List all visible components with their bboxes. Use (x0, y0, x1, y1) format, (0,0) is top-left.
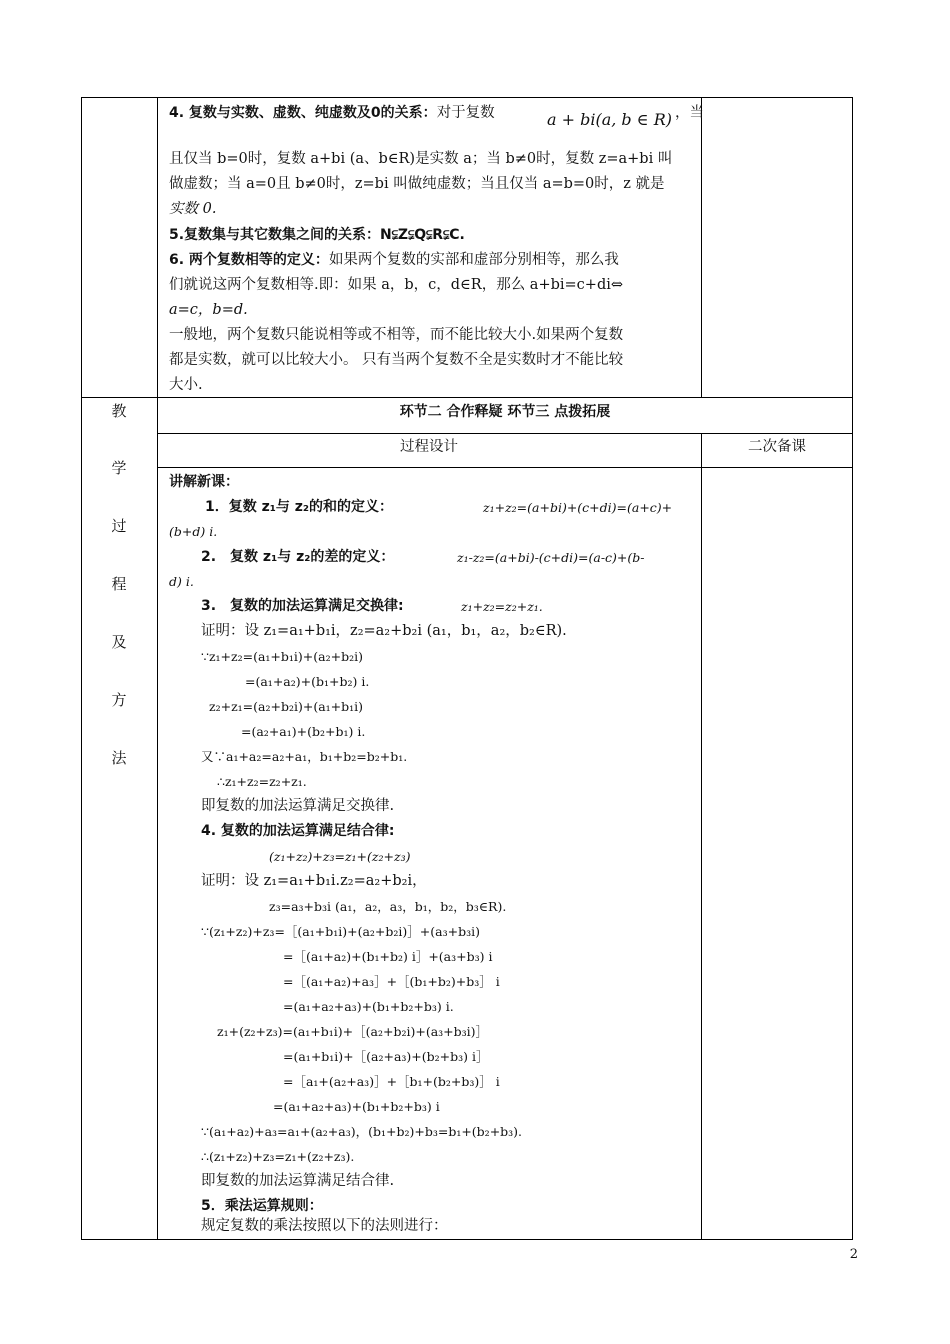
compare-para3: 大小. (169, 377, 203, 393)
side-label-char: 过 (111, 517, 127, 535)
commutative-proof: 证明：设 z₁=a₁+b₁i，z₂=a₂+b₂i (a₁，b₁，a₂，b₂∈R). (201, 623, 567, 639)
associative-head: 4. 复数的加法运算满足结合律: (201, 823, 395, 839)
item4-formula: a + bi(a, b ∈ R) (547, 110, 672, 129)
sum-def-head: 1．复数 z₁与 z₂的和的定义： (205, 499, 394, 515)
table-border-bottom (81, 1239, 853, 1240)
table-divider-side (157, 97, 158, 1240)
associative-proof1: 证明：设 z₁=a₁+b₁i.z₂=a₂+b₂i， (201, 873, 427, 889)
proof-step: ∵(z₁+z₂)+z₃=［(a₁+b₁i)+(a₂+b₂i)］+(a₃+b₃i) (201, 924, 480, 939)
proof-step: 又∵a₁+a₂=a₂+a₁，b₁+b₂=b₂+b₁. (201, 749, 408, 764)
item4-body1: 且仅当 b=0时，复数 a+bi (a、b∈R)是实数 a；当 b≠0时，复数 z=a+bi 叫 (169, 151, 673, 167)
sum-def-cont: (b+d) i. (169, 524, 218, 539)
proof-step: ∵(a₁+a₂)+a₃=a₁+(a₂+a₃)，(b₁+b₂)+b₃=b₁+(b₂+b₃). (201, 1124, 523, 1139)
proof-step: =(a₁+a₂)+(b₁+b₂) i. (245, 674, 370, 689)
proof-step: =［a₁+(a₂+a₃)］+［b₁+(b₂+b₃)］ i (283, 1074, 500, 1089)
side-label-char: 学 (111, 459, 127, 477)
proof-step: =(a₁+a₂+a₃)+(b₁+b₂+b₃) i (273, 1099, 440, 1114)
item4-body3: 实数 0. (169, 201, 217, 217)
associative-formula: (z₁+z₂)+z₃=z₁+(z₂+z₃) (269, 849, 411, 864)
process-design-header: 过程设计 (400, 439, 458, 455)
proof-conclusion: 即复数的加法运算满足交换律. (201, 798, 395, 814)
side-label-char: 方 (111, 691, 127, 709)
item6-line1: 6. 两个复数相等的定义：如果两个复数的实部和虚部分别相等，那么我 (169, 252, 619, 268)
proof-step: z₂+z₁=(a₂+b₂i)+(a₁+b₁i) (209, 699, 364, 714)
lesson-title: 讲解新课： (169, 474, 239, 490)
lesson-plan-table (81, 97, 853, 1240)
table-border-left (81, 97, 82, 1240)
proof-step: =(a₁+a₂+a₃)+(b₁+b₂+b₃) i. (283, 999, 454, 1014)
sum-def-formula: z₁+z₂=(a+bi)+(c+di)=(a+c)+ (483, 500, 673, 515)
proof-step: =［(a₁+a₂)+a₃］+［(b₁+b₂)+b₃］ i (283, 974, 500, 989)
side-label-char: 及 (111, 633, 127, 651)
row-divider-3 (157, 467, 853, 468)
multiplication-head: 5．乘法运算规则： (201, 1198, 323, 1214)
associative-proof2: z₃=a₃+b₃i (a₁，a₂，a₃，b₁，b₂，b₃∈R). (269, 899, 507, 914)
table-divider-notes-top (701, 97, 702, 397)
item4-line: 4. 复数与实数、虚数、纯虚数及0的关系：对于复数 (169, 105, 495, 121)
proof-step: ∵z₁+z₂=(a₁+b₁i)+(a₂+b₂i) (201, 649, 363, 664)
section-header: 环节二 合作释疑 环节三 点拨拓展 (399, 404, 611, 420)
row-divider-2 (157, 433, 853, 434)
table-border-top (81, 97, 853, 98)
compare-para2: 都是实数，就可以比较大小。 只有当两个复数不全是实数时才不能比较 (169, 352, 624, 368)
item5: 5.复数集与其它数集之间的关系：N⫋Z⫋Q⫋R⫋C. (169, 227, 465, 243)
commutative-head: 3. 复数的加法运算满足交换律: (201, 598, 404, 614)
proof-conclusion: 即复数的加法运算满足结合律. (201, 1173, 395, 1189)
compare-para1: 一般地，两个复数只能说相等或不相等，而不能比较大小.如果两个复数 (169, 327, 624, 343)
commutative-formula: z₁+z₂=z₂+z₁. (461, 599, 543, 614)
proof-step: ∴(z₁+z₂)+z₃=z₁+(z₂+z₃). (201, 1149, 355, 1164)
proof-step: =(a₁+b₁i)+［(a₂+a₃)+(b₂+b₃) i］ (283, 1049, 489, 1064)
second-prep-header: 二次备课 (748, 439, 806, 455)
page-number: 2 (849, 1247, 858, 1262)
proof-step: ∴z₁+z₂=z₂+z₁. (217, 774, 307, 789)
item4-tail: ，当 (675, 105, 704, 121)
item4-body2: 做虚数；当 a=0且 b≠0时，z=bi 叫做纯虚数；当且仅当 a=b=0时，z 就是 (169, 176, 665, 192)
item6-body3: a=c，b=d. (169, 302, 248, 318)
diff-def-cont: d) i. (169, 574, 194, 589)
table-divider-notes-bottom (701, 433, 702, 1240)
item6-body2: 们就说这两个复数相等.即：如果 a，b，c，d∈R，那么 a+bi=c+di⇔ (169, 277, 624, 293)
diff-def-formula: z₁-z₂=(a+bi)-(c+di)=(a-c)+(b- (457, 550, 645, 565)
proof-step: z₁+(z₂+z₃)=(a₁+b₁i)+［(a₂+b₂i)+(a₃+b₃i)］ (217, 1024, 489, 1039)
side-label-char: 程 (111, 575, 127, 593)
side-label-char: 教 (111, 402, 127, 420)
table-border-right (852, 97, 853, 1240)
diff-def-head: 2. 复数 z₁与 z₂的差的定义： (201, 549, 395, 565)
proof-step: =(a₂+a₁)+(b₂+b₁) i. (241, 724, 366, 739)
side-label-char: 法 (111, 749, 127, 767)
proof-step: =［(a₁+a₂)+(b₁+b₂) i］+(a₃+b₃) i (283, 949, 493, 964)
multiplication-body: 规定复数的乘法按照以下的法则进行： (201, 1218, 448, 1234)
